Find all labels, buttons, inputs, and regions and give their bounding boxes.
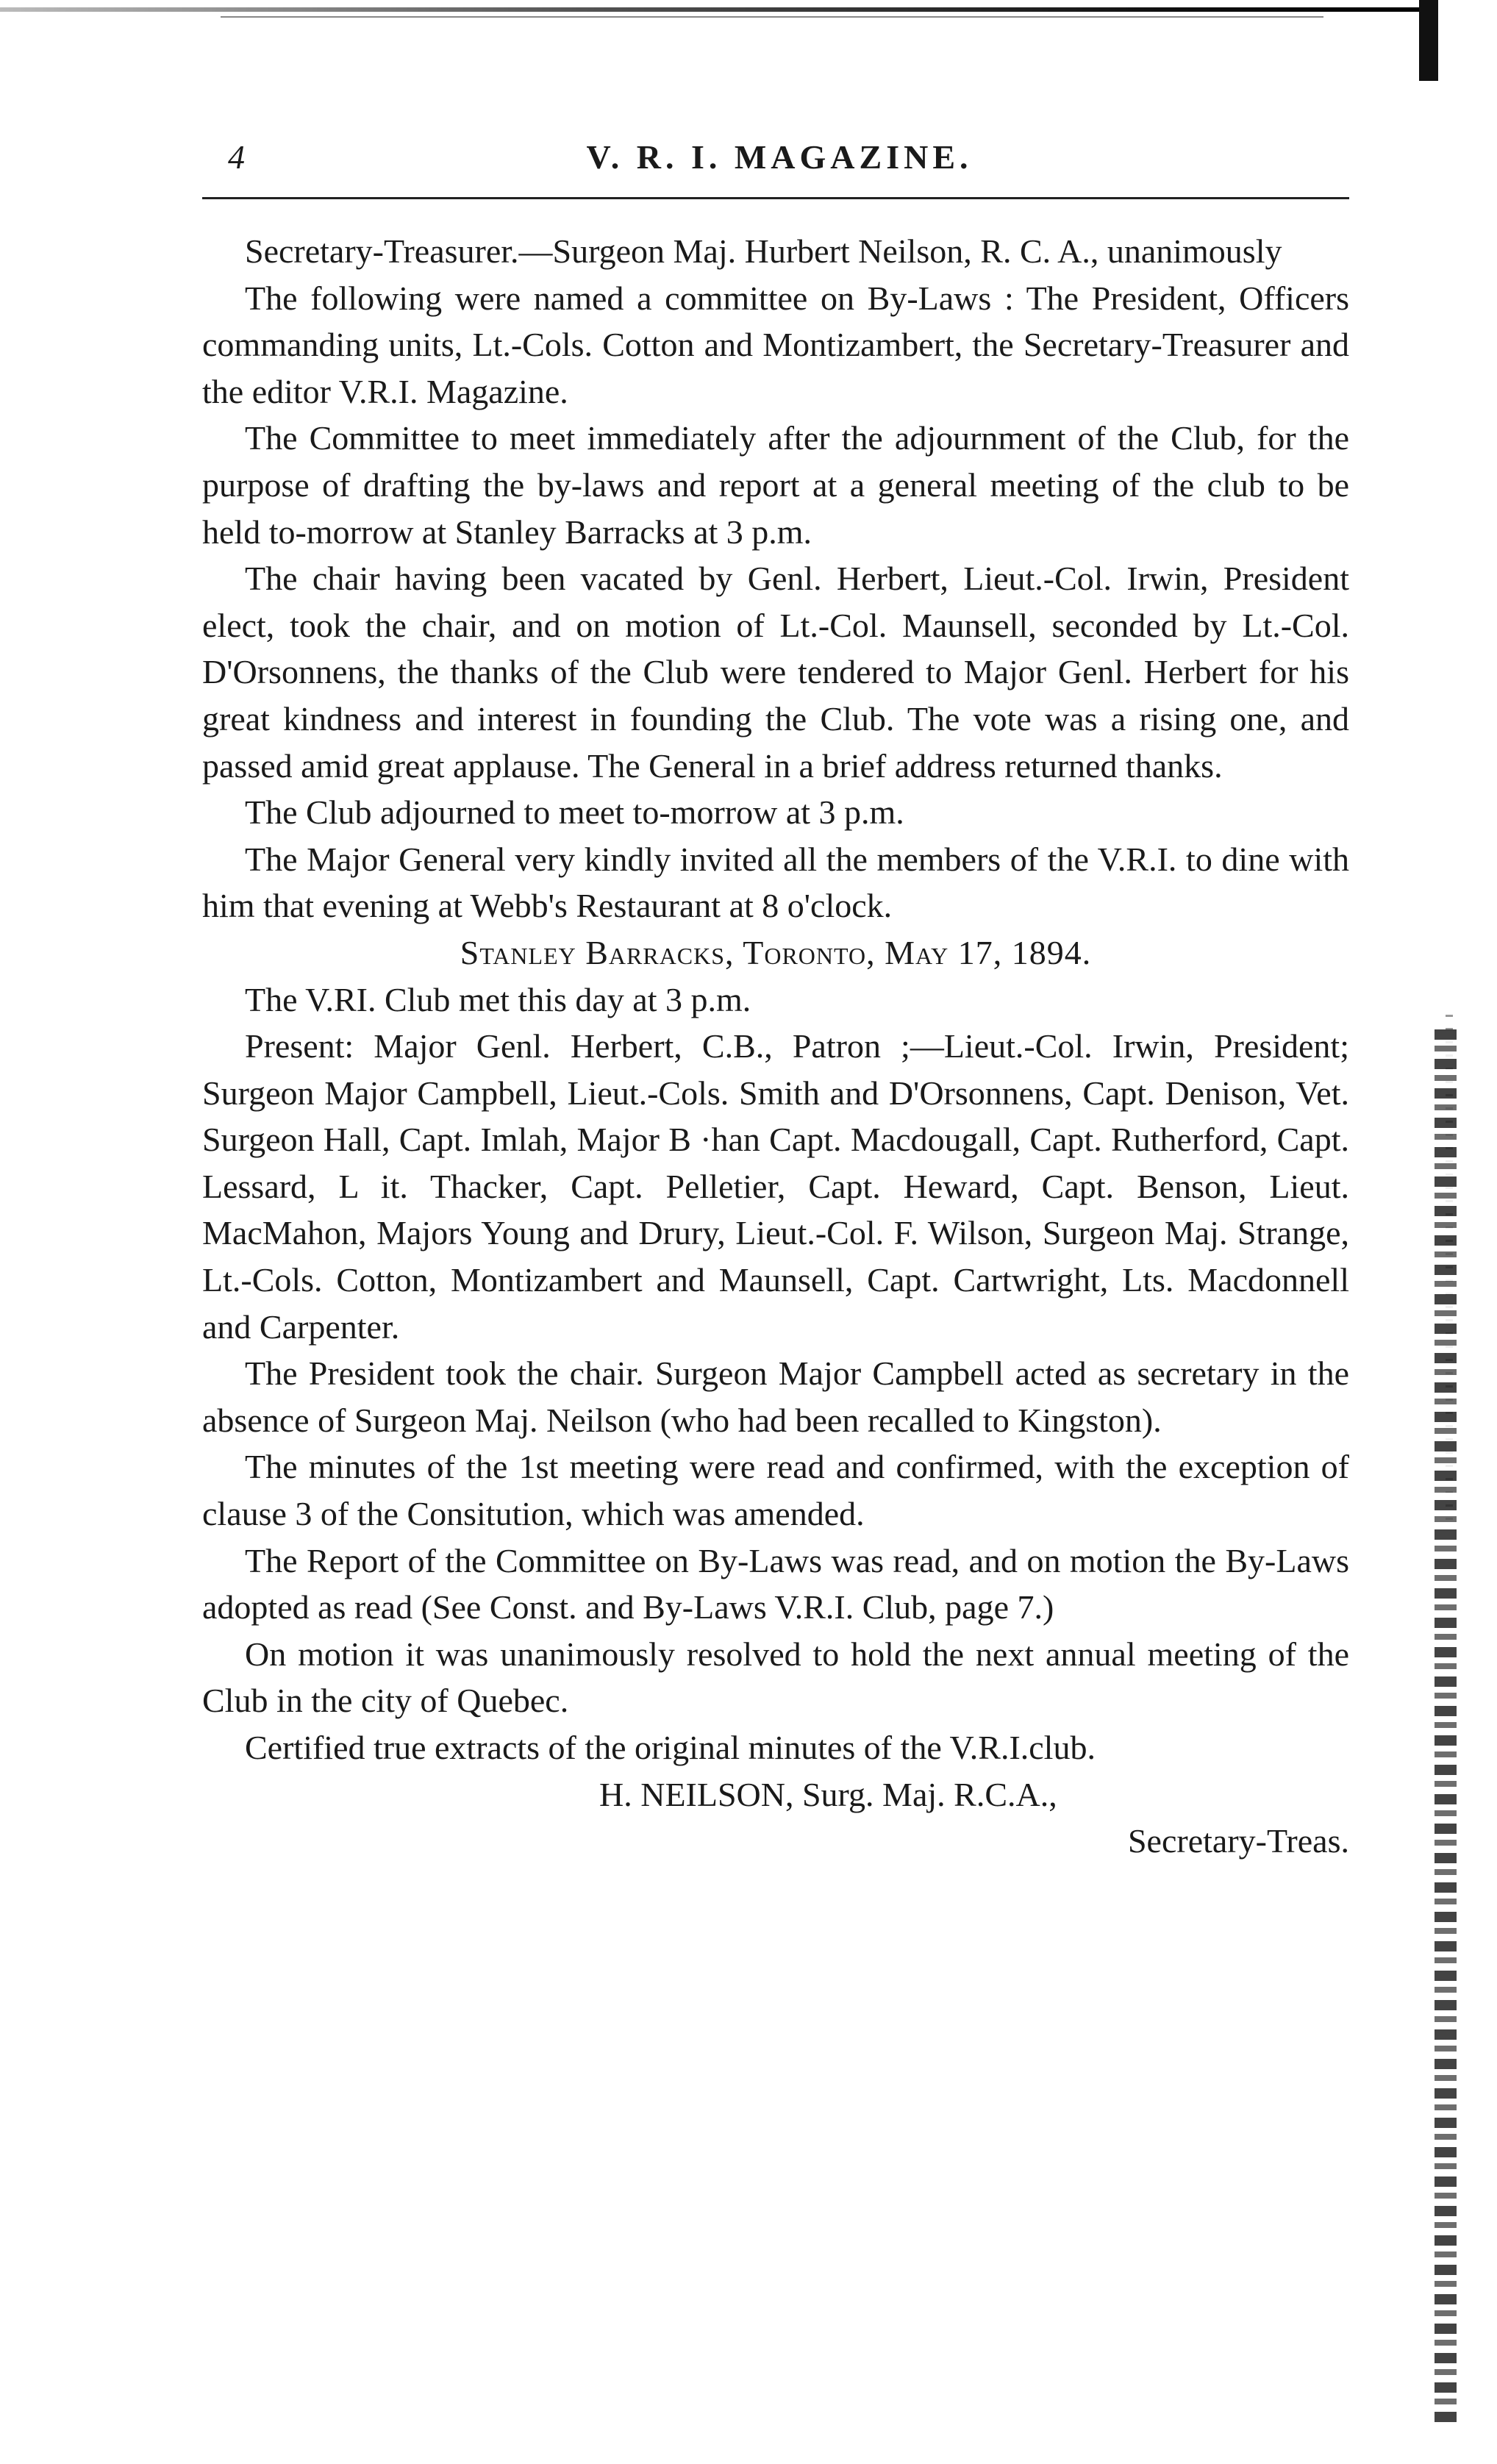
page-number: 4 — [228, 138, 245, 176]
dateline: Stanley Barracks, Toronto, May 17, 1894. — [460, 933, 1092, 971]
top-thin-rule — [221, 16, 1323, 18]
page-body — [202, 228, 1349, 1865]
paragraph: The Club adjourned to meet to-morrow at 3 p.m. — [245, 793, 904, 832]
scan-edge-binding — [1435, 1029, 1457, 2426]
paragraph: On motion it was unanimously resolved to hold the next annual meeting of the Club in the city of Quebec. — [202, 1635, 1349, 1720]
paragraph: The minutes of the 1st meeting were read and confirmed, with the exception of clause 3 of the Consitution, which was amended. — [202, 1448, 1349, 1533]
paragraph: The chair having been vacated by Genl. Herbert, Lieut.-Col. Irwin, President elect, took the chair, and on motion of Lt.-Col. Maunsell, seconded by Lt.-Col. D'Orsonnens, the thanks of the Club were tendered to Major Genl. Herbert for his great kindness and interest in founding the Club. The vote was a rising one, and passed amid great applause. The General in a brief address returned thanks. — [202, 560, 1349, 785]
running-title: V. R. I. MAGAZINE. — [586, 138, 973, 176]
paragraph: The Report of the Committee on By-Laws was read, and on motion the By-Laws adopted as read (See Const. and By-Laws V.R.I. Club, page 7.) — [202, 1541, 1349, 1626]
scan-corner-mark — [1419, 0, 1438, 81]
paragraph: The Major General very kindly invited all the members of the V.R.I. to dine with him that evening at Webb's Restaurant at 8 o'clock. — [202, 840, 1349, 925]
signature-title: Secretary-Treas. — [1127, 1822, 1349, 1860]
paragraph: Certified true extracts of the original minutes of the V.R.I.club. — [245, 1729, 1096, 1766]
header-rule — [202, 197, 1349, 199]
paragraph: The following were named a committee on By-Laws : The President, Officers commanding units, Lt.-Cols. Cotton and Montizambert, the Secretary-Treasurer and the editor V.R.I. Magazine. — [202, 279, 1349, 410]
paragraph: The President took the chair. Surgeon Major Campbell acted as secretary in the absence of Surgeon Maj. Neilson (who had been recalled to Kingston). — [202, 1354, 1349, 1439]
paragraph: The V.RI. Club met this day at 3 p.m. — [245, 980, 751, 1018]
page-header — [206, 129, 1353, 188]
paragraph: Secretary-Treasurer.—Surgeon Maj. Hurbert Neilson, R. C. A., unanimously — [245, 232, 1282, 270]
paragraph: Present: Major Genl. Herbert, C.B., Patron ;—Lieut.-Col. Irwin, President; Surgeon Major Campbell, Lieut.-Cols. Smith and D'Orsonnens, Capt. Denison, Vet. Surgeon Hall, Capt. Imlah, Major B ·han Capt. Macdougall, Capt. Rutherford, Capt. Lessard, L it. Thacker, Capt. Pelletier, Capt. Heward, Capt. Benson, Lieut. MacMahon, Majors Young and Drury, Lieut.-Col. F. Wilson, Surgeon Maj. Strange, Lt.-Cols. Cotton, Montizambert and Maunsell, Capt. Cartwright, Lts. Macdonnell and Carpenter. — [202, 1027, 1349, 1346]
signature-name: H. NEILSON, Surg. Maj. R.C.A., — [599, 1775, 1057, 1813]
top-scan-rule — [0, 7, 1434, 12]
paragraph: The Committee to meet immediately after the adjournment of the Club, for the purpose of drafting the by-laws and report at a general meeting of the club to be held to-morrow at Stanley Barracks at 3 p.m. — [202, 419, 1349, 551]
